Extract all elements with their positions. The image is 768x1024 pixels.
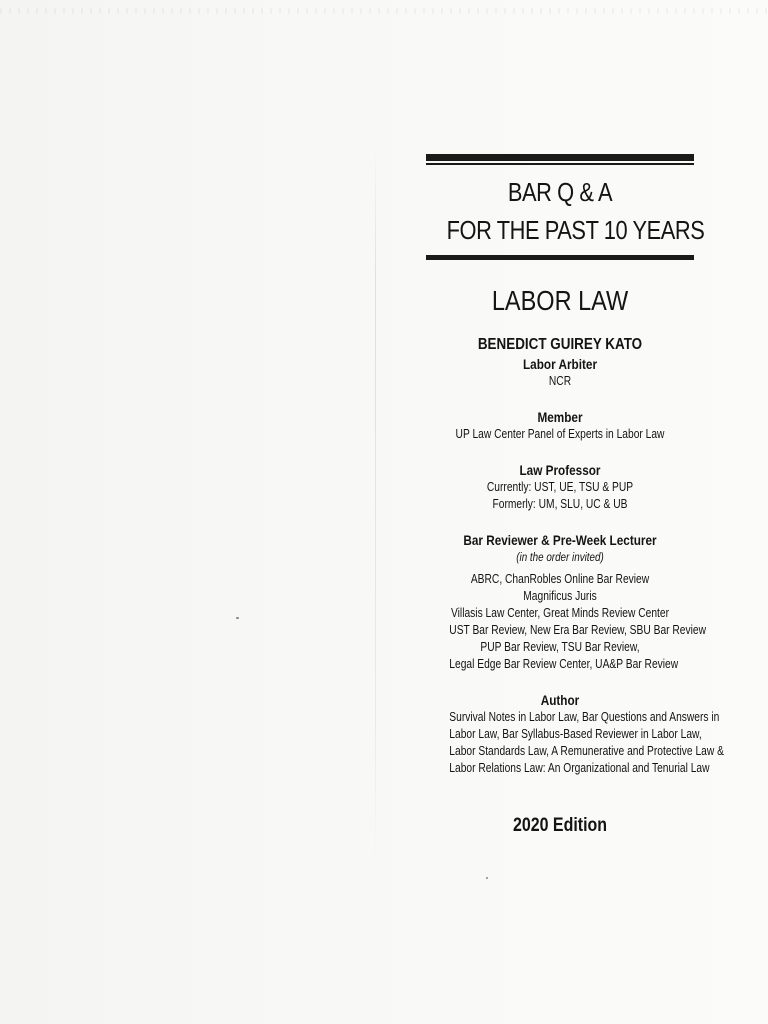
top-rule-thin <box>426 163 694 165</box>
author-works-line: Labor Law, Bar Syllabus-Based Reviewer in Labor Law, <box>449 727 702 741</box>
reviewer-note: (in the order invited) <box>516 550 604 564</box>
reviewer-line: Legal Edge Bar Review Center, UA&P Bar Review <box>449 657 679 671</box>
book-subject: LABOR LAW <box>491 285 629 316</box>
professor-formerly: Formerly: UM, SLU, UC & UB <box>492 497 628 511</box>
author-name: BENEDICT GUIREY KATO <box>477 336 643 353</box>
title-page <box>425 150 724 890</box>
title-line-1: BAR Q & A <box>507 177 613 207</box>
professor-currently: Currently: UST, UE, TSU & PUP <box>486 480 634 494</box>
author-works-line: Labor Relations Law: An Organizational and Tenurial Law <box>449 761 710 775</box>
reviewer-line: ABRC, ChanRobles Online Bar Review <box>470 572 650 586</box>
member-text: UP Law Center Panel of Experts in Labor Law <box>455 427 665 441</box>
author-works-line: Survival Notes in Labor Law, Bar Questions and Answers in <box>449 710 720 724</box>
book-title <box>446 173 705 249</box>
reviewer-line: Villasis Law Center, Great Minds Review Center <box>450 606 669 620</box>
scan-noise <box>0 8 768 14</box>
top-rule <box>426 154 694 161</box>
reviewer-heading: Bar Reviewer & Pre-Week Lecturer <box>463 532 657 548</box>
bottom-rule <box>426 255 694 260</box>
title-line-2: FOR THE PAST 10 YEARS <box>446 215 705 245</box>
author-works-heading: Author <box>540 692 580 708</box>
author-location: NCR <box>548 374 572 388</box>
reviewer-line: Magnificus Juris <box>523 589 597 603</box>
edition: 2020 Edition <box>512 815 608 836</box>
reviewer-line: PUP Bar Review, TSU Bar Review, <box>480 640 640 654</box>
dust-speck <box>236 617 239 619</box>
author-works-line: Labor Standards Law, A Remunerative and Protective Law & <box>449 744 724 758</box>
member-heading: Member <box>537 409 583 425</box>
author-position: Labor Arbiter <box>522 356 598 372</box>
reviewer-line: UST Bar Review, New Era Bar Review, SBU Bar Review <box>449 623 707 637</box>
page-edge-shadow <box>375 140 376 870</box>
professor-heading: Law Professor <box>519 462 601 478</box>
